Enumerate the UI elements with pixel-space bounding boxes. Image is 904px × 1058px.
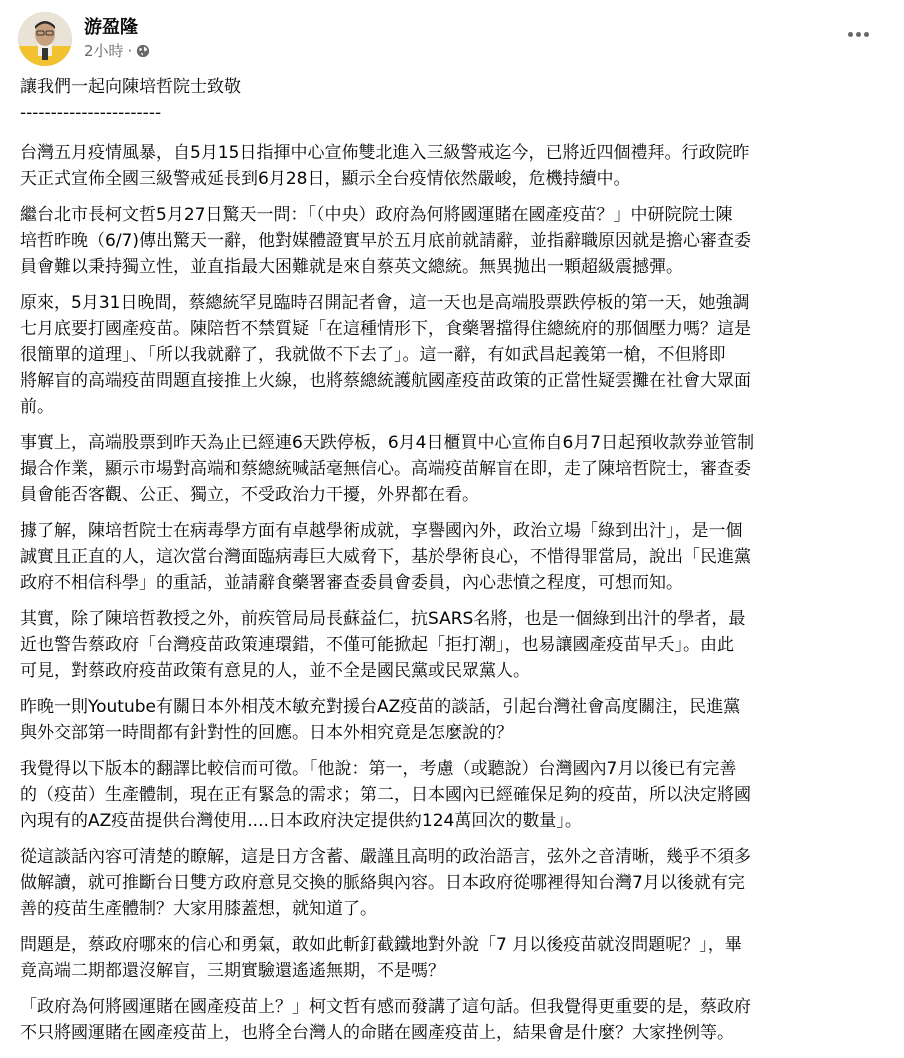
- post-meta: [84, 40, 150, 61]
- paragraph-gap: [20, 508, 886, 518]
- post-title: 讓我們一起向陳培哲院士致敬: [20, 77, 241, 97]
- paragraph-line: 培哲昨晚（6/7)傳出驚天一辭，他對媒體證實早於五月底前就請辭，並指辭職原因就是擔心審查委: [20, 231, 751, 251]
- paragraph-line: 從這談話內容可清楚的瞭解，這是日方含蓄、嚴謹且高明的政治語言，弦外之音清晰，幾乎不須多: [20, 847, 751, 867]
- paragraph-line: 近也警告蔡政府「台灣疫苗政策連環錯，不僅可能掀起「拒打潮」，也易讓國產疫苗早夭」。由此: [20, 635, 734, 655]
- paragraph-gap: [20, 596, 886, 606]
- paragraph-line: 員會能否客觀、公正、獨立，不受政治力干擾，外界都在看。: [20, 485, 479, 505]
- paragraph-line: 可見，對蔡政府疫苗政策有意見的人，並不全是國民黨或民眾黨人。: [20, 661, 530, 681]
- paragraph-line: 事實上，高端股票到昨天為止已經連6天跌停板，6月4日櫃買中心宣佈自6月7日起預收款券並管制: [20, 433, 755, 453]
- author-avatar[interactable]: [18, 12, 72, 66]
- author-name[interactable]: 游盈隆: [84, 17, 138, 38]
- post-paragraph: [20, 756, 886, 834]
- more-dot: [856, 32, 861, 37]
- post-body: [20, 140, 886, 1046]
- paragraph-line: 昨晚一則Youtube有關日本外相茂木敏充對援台AZ疫苗的談話，引起台灣社會高度關注，民進黨: [20, 697, 741, 717]
- more-dot: [848, 32, 853, 37]
- paragraph-gap: [20, 684, 886, 694]
- paragraph-gap: [20, 922, 886, 932]
- paragraph-line: 台灣五月疫情風暴，自5月15日指揮中心宣佈雙北進入三級警戒迄今，已將近四個禮拜。行政院昨: [20, 143, 750, 163]
- paragraph-line: 誠實且正直的人，這次當台灣面臨病毒巨大威脅下，基於學術良心，不惜得罪當局，說出「民進黨: [20, 547, 751, 567]
- post-paragraph: [20, 430, 886, 508]
- paragraph-line: 做解讀，就可推斷台日雙方政府意見交換的脈絡與內容。日本政府從哪裡得知台灣7月以後就有完: [20, 873, 745, 893]
- paragraph-line: 員會難以秉持獨立性，並直指最大困難就是來自蔡英文總統。無異拋出一顆超級震撼彈。: [20, 257, 683, 277]
- more-options-icon[interactable]: [844, 24, 872, 44]
- paragraph-line: 不只將國運賭在國產疫苗上，也將全台灣人的命賭在國產疫苗上，結果會是什麼？大家挫例等。: [20, 1023, 734, 1043]
- paragraph-line: 的（疫苗）生產體制，現在正有緊急的需求；第二，日本國內已經確保足夠的疫苗，所以決定將國: [20, 785, 751, 805]
- paragraph-line: 很簡單的道理」、「所以我就辭了，我就做不下去了」。這一辭，有如武昌起義第一槍，不但將即: [20, 345, 726, 365]
- paragraph-line: 其實，除了陳培哲教授之外，前疾管局局長蘇益仁，抗SARS名將，也是一個綠到出汁的學者，最: [20, 609, 746, 629]
- post-content: [20, 74, 886, 1046]
- paragraph-line: 問題是，蔡政府哪來的信心和勇氣，敢如此斬釘截鐵地對外說「7 月以後疫苗就沒問題呢？」，畢: [20, 935, 742, 955]
- paragraph-gap: [20, 984, 886, 994]
- paragraph-gap: [20, 834, 886, 844]
- post-paragraph: [20, 994, 886, 1046]
- paragraph-line: 善的疫苗生產體制？大家用膝蓋想，就知道了。: [20, 899, 377, 919]
- more-dot: [864, 32, 869, 37]
- paragraph-line: 內現有的AZ疫苗提供台灣使用....日本政府決定提供約124萬回次的數量」。: [20, 811, 582, 831]
- divider-text: -----------------------: [20, 103, 162, 123]
- paragraph-line: 前。: [20, 397, 54, 417]
- paragraph-line: 竟高端二期都還沒解盲，三期實驗還遙遙無期，不是嗎？: [20, 961, 445, 981]
- paragraph-line: 與外交部第一時間都有針對性的回應。日本外相究竟是怎麼說的？: [20, 723, 513, 743]
- post-header: [18, 10, 886, 68]
- post-time[interactable]: 2小時: [84, 42, 124, 60]
- paragraph-gap: [20, 280, 886, 290]
- globe-icon[interactable]: [136, 44, 150, 58]
- paragraph-gap: [20, 192, 886, 202]
- post-paragraph: [20, 290, 886, 420]
- post-paragraph: [20, 140, 886, 192]
- post-paragraph: [20, 606, 886, 684]
- post-paragraph: [20, 694, 886, 746]
- post-paragraph: [20, 202, 886, 280]
- paragraph-line: 原來，5月31日晚間，蔡總統罕見臨時召開記者會，這一天也是高端股票跌停板的第一天，她強調: [20, 293, 750, 313]
- paragraph-gap: [20, 420, 886, 430]
- paragraph-line: 「政府為何將國運賭在國產疫苗上？」柯文哲有感而發講了這句話。但我覺得更重要的是，蔡政府: [20, 997, 751, 1017]
- paragraph-line: 七月底要打國產疫苗。陳陪哲不禁質疑「在這種情形下，食藥署擋得住總統府的那個壓力嗎？這是: [20, 319, 751, 339]
- post-paragraph: [20, 518, 886, 596]
- paragraph-line: 撮合作業，顯示市場對高端和蔡總統喊話毫無信心。高端疫苗解盲在即，走了陳培哲院士，審查委: [20, 459, 751, 479]
- paragraph-line: 據了解，陳培哲院士在病毒學方面有卓越學術成就，享譽國內外，政治立場「綠到出汁」，是一個: [20, 521, 743, 541]
- paragraph-line: 天正式宣佈全國三級警戒延長到6月28日，顯示全台疫情依然嚴峻，危機持續中。: [20, 169, 631, 189]
- post-paragraph: [20, 932, 886, 984]
- avatar-photo: [18, 12, 72, 66]
- meta-separator: ·: [127, 41, 133, 60]
- paragraph-line: 政府不相信科學」的重話，並請辭食藥署審查委員會委員，內心悲憤之程度，可想而知。: [20, 573, 683, 593]
- paragraph-line: 繼台北市長柯文哲5月27日驚天一問：「（中央）政府為何將國運賭在國產疫苗？」中研院院士陳: [20, 205, 733, 225]
- paragraph-line: 將解盲的高端疫苗問題直接推上火線，也將蔡總統護航國產疫苗政策的正當性疑雲攤在社會大眾面: [20, 371, 751, 391]
- paragraph-line: 我覺得以下版本的翻譯比較信而可徵。「他說：第一，考慮（或聽說）台灣國內7月以後已有完善: [20, 759, 737, 779]
- post-paragraph: [20, 844, 886, 922]
- paragraph-gap: [20, 746, 886, 756]
